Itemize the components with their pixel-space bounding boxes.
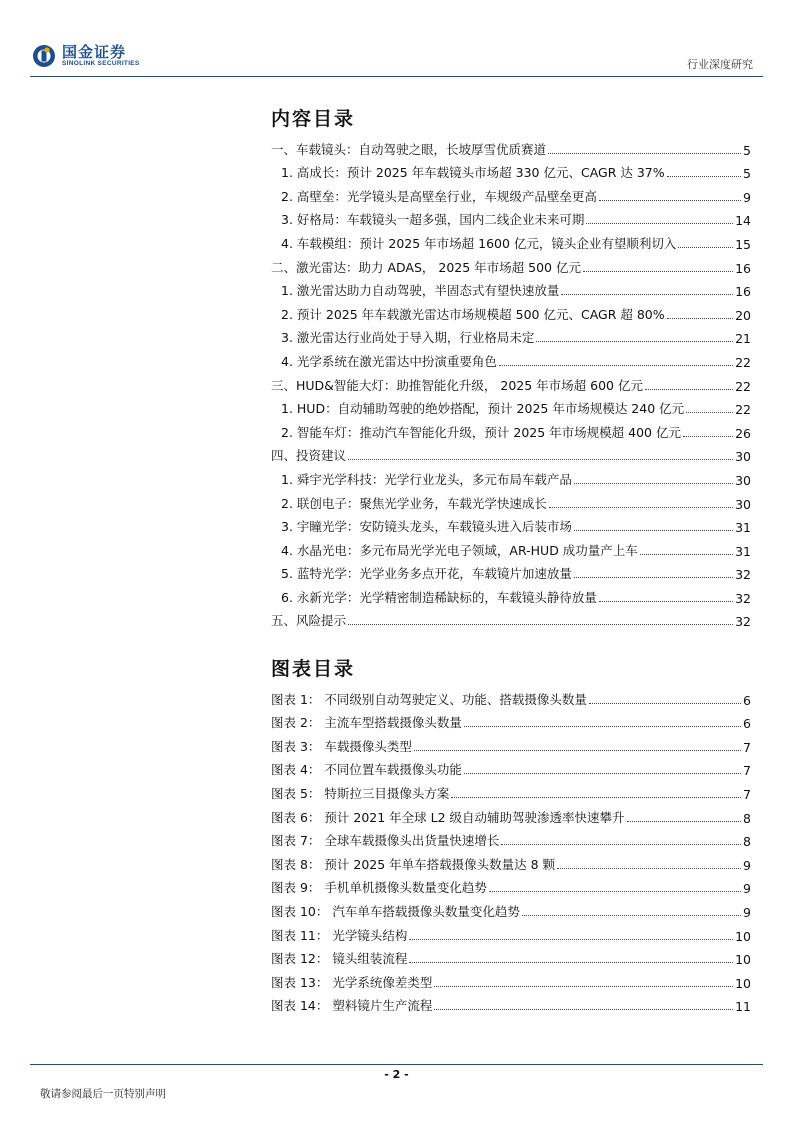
toc-entry-text: 一、车载镜头：自动驾驶之眼，长坡厚雪优质赛道 xyxy=(271,141,547,157)
toc-entry-page: 14 xyxy=(735,213,751,229)
toc-dot-leader xyxy=(348,624,733,625)
toc-entry[interactable] xyxy=(271,606,751,630)
figure-dot-leader xyxy=(464,726,741,727)
figure-entry[interactable] xyxy=(271,755,751,779)
figure-entry[interactable] xyxy=(271,684,751,708)
figure-entry-page: 8 xyxy=(743,834,751,850)
toc-entry-page: 21 xyxy=(735,331,751,347)
toc-entry-text: 2. 联创电子：聚焦光学业务，车载光学快速成长 xyxy=(281,495,547,511)
toc-entry-page: 30 xyxy=(735,496,751,512)
toc-entry-text: 3. 激光雷达行业尚处于导入期，行业格局未定 xyxy=(281,330,535,346)
toc-dot-leader xyxy=(574,530,733,531)
toc-entry[interactable] xyxy=(271,582,751,606)
figure-entry-page: 10 xyxy=(735,975,751,991)
toc-entry[interactable] xyxy=(271,535,751,559)
figures-list xyxy=(271,684,751,1014)
figure-dot-leader xyxy=(409,962,733,963)
toc-entry-page: 32 xyxy=(735,614,751,630)
figure-entry-text: 图表 6： 预计 2021 年全球 L2 级自动辅助驾驶渗透率快速攀升 xyxy=(271,809,625,825)
toc-dot-leader xyxy=(683,436,733,437)
toc-dot-leader xyxy=(499,365,733,366)
toc-entry-text: 2. 智能车灯：推动汽车智能化升级，预计 2025 年市场规模超 400 亿元 xyxy=(281,424,681,440)
figure-entry-page: 6 xyxy=(743,692,751,708)
figure-entry-text: 图表 1： 不同级别自动驾驶定义、功能、搭载摄像头数量 xyxy=(271,691,587,707)
toc-entry[interactable] xyxy=(271,134,751,158)
figures-title: 图表目录 xyxy=(271,658,356,680)
toc-entry-text: 2. 高壁垒：光学镜头是高壁垒行业，车规级产品壁垒更高 xyxy=(281,188,597,204)
figure-dot-leader xyxy=(434,986,733,987)
toc-entry[interactable] xyxy=(271,370,751,394)
figure-dot-leader xyxy=(522,915,741,916)
figure-entry-text: 图表 3： 车载摄像头类型 xyxy=(271,738,412,754)
figure-dot-leader xyxy=(589,703,741,704)
toc-entry-text: 4. 光学系统在激光雷达中扮演重要角色 xyxy=(281,353,497,369)
figure-entry-page: 11 xyxy=(735,999,751,1015)
toc-entry[interactable] xyxy=(271,228,751,252)
toc-entry[interactable] xyxy=(271,512,751,536)
figure-entry-text: 图表 7： 全球车载摄像头出货量快速增长 xyxy=(271,833,500,849)
toc-entry-text: 1. 舜宇光学科技：光学行业龙头，多元布局车载产品 xyxy=(281,471,572,487)
figure-dot-leader xyxy=(451,797,741,798)
toc-entry-text: 3. 好格局：车载镜头一超多强，国内二线企业未来可期 xyxy=(281,212,585,228)
toc-entry-page: 22 xyxy=(735,402,751,418)
toc-list xyxy=(271,134,751,629)
figure-entry-text: 图表 5： 特斯拉三目摄像头方案 xyxy=(271,785,450,801)
toc-dot-leader xyxy=(599,601,733,602)
toc-entry-page: 30 xyxy=(735,472,751,488)
toc-entry-text: 4. 水晶光电：多元布局光学光电子领域，AR-HUD 成功量产上车 xyxy=(281,542,638,558)
figure-entry-text: 图表 9： 手机单机摄像头数量变化趋势 xyxy=(271,880,487,896)
figure-entry-page: 10 xyxy=(735,952,751,968)
figure-entry-page: 7 xyxy=(743,786,751,802)
toc-entry-page: 16 xyxy=(735,284,751,300)
figure-entry-page: 9 xyxy=(743,857,751,873)
figure-dot-leader xyxy=(557,868,741,869)
toc-entry-page: 30 xyxy=(735,449,751,465)
report-type-label: 行业深度研究 xyxy=(687,58,753,71)
toc-entry-text: 1. 高成长：预计 2025 年车载镜头市场超 330 亿元、CAGR 达 37% xyxy=(281,165,665,181)
figure-dot-leader xyxy=(464,773,741,774)
footer-disclaimer: 敬请参阅最后一页特别声明 xyxy=(40,1088,166,1100)
figure-dot-leader xyxy=(409,939,733,940)
toc-entry-text: 4. 车载模组：预计 2025 年市场超 1600 亿元，镜头企业有望顺利切入 xyxy=(281,235,677,251)
figure-entry-text: 图表 10： 汽车单车搭载摄像头数量变化趋势 xyxy=(271,903,520,919)
logo-emblem-icon xyxy=(32,44,56,68)
company-logo xyxy=(32,44,140,68)
page-number: - 2 - xyxy=(384,1068,409,1081)
figure-entry-page: 10 xyxy=(735,928,751,944)
toc-entry[interactable] xyxy=(271,559,751,583)
figure-entry-page: 6 xyxy=(743,716,751,732)
toc-entry[interactable] xyxy=(271,252,751,276)
figure-entry-text: 图表 14： 塑料镜片生产流程 xyxy=(271,998,433,1014)
toc-dot-leader xyxy=(599,200,741,201)
toc-dot-leader xyxy=(548,153,741,154)
toc-dot-leader xyxy=(348,459,733,460)
toc-entry-page: 31 xyxy=(735,543,751,559)
toc-entry[interactable] xyxy=(271,464,751,488)
toc-entry-page: 32 xyxy=(735,567,751,583)
toc-entry-text: 二、激光雷达：助力 ADAS， 2025 年市场超 500 亿元 xyxy=(271,259,581,275)
toc-entry-page: 22 xyxy=(735,354,751,370)
figure-dot-leader xyxy=(434,1009,733,1010)
toc-entry-page: 15 xyxy=(735,236,751,252)
toc-entry-text: 五、风险提示 xyxy=(271,613,347,629)
toc-dot-leader xyxy=(667,176,741,177)
toc-entry[interactable] xyxy=(271,394,751,418)
toc-dot-leader xyxy=(686,412,733,413)
page-header xyxy=(0,0,793,80)
toc-entry-page: 5 xyxy=(743,142,751,158)
toc-entry-text: 5. 蓝特光学：光学业务多点开花，车载镜片加速放量 xyxy=(281,566,572,582)
figure-entry-page: 7 xyxy=(743,739,751,755)
toc-entry[interactable] xyxy=(271,299,751,323)
figure-dot-leader xyxy=(627,821,742,822)
toc-entry[interactable] xyxy=(271,488,751,512)
header-divider xyxy=(30,76,763,77)
toc-dot-leader xyxy=(640,554,733,555)
figure-entry[interactable] xyxy=(271,826,751,850)
figure-entry-text: 图表 8： 预计 2025 年单车搭载摄像头数量达 8 颗 xyxy=(271,856,556,872)
toc-dot-leader xyxy=(586,223,733,224)
figure-entry-page: 9 xyxy=(743,881,751,897)
figure-entry[interactable] xyxy=(271,944,751,968)
figure-entry-page: 7 xyxy=(743,763,751,779)
figure-dot-leader xyxy=(414,750,741,751)
toc-entry-text: 2. 预计 2025 年车载激光雷达市场规模超 500 亿元、CAGR 超 80% xyxy=(281,306,665,322)
toc-entry[interactable] xyxy=(271,441,751,465)
logo-chinese-name: 国金证券 xyxy=(62,43,127,61)
toc-dot-leader xyxy=(574,483,733,484)
logo-english-name: SINOLINK SECURITIES xyxy=(62,60,140,67)
toc-entry-text: 1. HUD：自动辅助驾驶的绝妙搭配，预计 2025 年市场规模达 240 亿元 xyxy=(281,401,685,417)
toc-entry[interactable] xyxy=(271,158,751,182)
figure-entry-text: 图表 12： 镜头组装流程 xyxy=(271,951,408,967)
figure-entry-text: 图表 11： 光学镜头结构 xyxy=(271,927,408,943)
toc-entry-text: 四、投资建议 xyxy=(271,448,347,464)
figure-entry-page: 8 xyxy=(743,810,751,826)
toc-entry-page: 16 xyxy=(735,260,751,276)
figure-entry-page: 9 xyxy=(743,904,751,920)
toc-dot-leader xyxy=(583,271,733,272)
toc-entry-page: 9 xyxy=(743,189,751,205)
figure-entry[interactable] xyxy=(271,873,751,897)
toc-entry-page: 32 xyxy=(735,590,751,606)
figure-entry[interactable] xyxy=(271,778,751,802)
figure-entry-text: 图表 13： 光学系统像差类型 xyxy=(271,974,433,990)
footer-divider xyxy=(30,1064,763,1065)
toc-entry-page: 22 xyxy=(735,378,751,394)
toc-entry[interactable] xyxy=(271,276,751,300)
toc-dot-leader xyxy=(549,507,733,508)
toc-dot-leader xyxy=(678,247,733,248)
figure-entry[interactable] xyxy=(271,802,751,826)
toc-entry[interactable] xyxy=(271,417,751,441)
toc-title: 内容目录 xyxy=(271,108,356,130)
toc-entry[interactable] xyxy=(271,205,751,229)
toc-entry[interactable] xyxy=(271,323,751,347)
figure-entry[interactable] xyxy=(271,731,751,755)
toc-entry-page: 20 xyxy=(735,307,751,323)
figure-dot-leader xyxy=(501,844,741,845)
toc-dot-leader xyxy=(574,577,733,578)
toc-entry-page: 31 xyxy=(735,520,751,536)
toc-entry-text: 3. 宇瞳光学：安防镜头龙头，车载镜头进入后装市场 xyxy=(281,519,572,535)
toc-entry-text: 三、HUD&智能大灯：助推智能化升级， 2025 年市场超 600 亿元 xyxy=(271,377,643,393)
figure-entry[interactable] xyxy=(271,849,751,873)
figure-entry-text: 图表 4： 不同位置车载摄像头功能 xyxy=(271,762,462,778)
toc-dot-leader xyxy=(645,389,733,390)
toc-dot-leader xyxy=(536,341,733,342)
figure-entry[interactable] xyxy=(271,991,751,1015)
figure-entry-text: 图表 2： 主流车型搭载摄像头数量 xyxy=(271,715,462,731)
toc-entry-text: 1. 激光雷达助力自动驾驶，半固态式有望快速放量 xyxy=(281,283,560,299)
toc-entry-text: 6. 永新光学：光学精密制造稀缺标的，车载镜头静待放量 xyxy=(281,589,597,605)
toc-entry-page: 5 xyxy=(743,166,751,182)
figure-entry[interactable] xyxy=(271,708,751,732)
toc-entry-page: 26 xyxy=(735,425,751,441)
figure-dot-leader xyxy=(489,891,741,892)
figure-entry[interactable] xyxy=(271,967,751,991)
toc-entry[interactable] xyxy=(271,346,751,370)
figure-entry[interactable] xyxy=(271,920,751,944)
toc-dot-leader xyxy=(561,294,733,295)
toc-dot-leader xyxy=(667,318,733,319)
figure-entry[interactable] xyxy=(271,896,751,920)
toc-entry[interactable] xyxy=(271,181,751,205)
